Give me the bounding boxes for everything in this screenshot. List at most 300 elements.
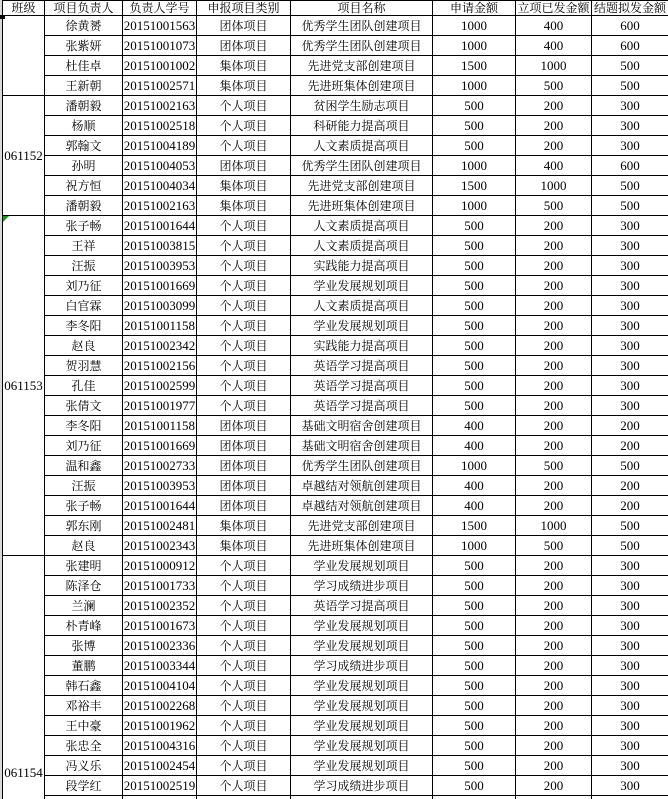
project-name-cell[interactable]: 人文素质提高项目 <box>291 216 433 236</box>
student-id-cell[interactable]: 20151003953 <box>123 256 197 276</box>
student-id-cell[interactable]: 20151004053 <box>123 156 197 176</box>
project-name-cell[interactable]: 先进班集体创建项目 <box>291 536 433 556</box>
table-row <box>3 776 668 796</box>
applied-amount-cell[interactable]: 500 <box>433 296 516 316</box>
applied-amount-cell[interactable]: 500 <box>433 676 516 696</box>
category-cell[interactable]: 团体项目 <box>197 436 291 456</box>
applied-amount-cell[interactable] <box>433 796 516 799</box>
completion-amount-cell[interactable]: 300 <box>592 616 668 636</box>
student-id-cell[interactable]: 20151001962 <box>123 716 197 736</box>
category-cell[interactable]: 团体项目 <box>197 156 291 176</box>
category-cell[interactable]: 个人项目 <box>197 116 291 136</box>
project-name-cell[interactable]: 人文素质提高项目 <box>291 296 433 316</box>
project-name-cell[interactable]: 学业发展规划项目 <box>291 696 433 716</box>
completion-amount-cell[interactable]: 300 <box>592 336 668 356</box>
leader-cell[interactable]: 孔佳 <box>45 376 123 396</box>
completion-amount-cell[interactable] <box>592 796 668 799</box>
applied-amount-cell[interactable]: 500 <box>433 96 516 116</box>
category-cell[interactable]: 团体项目 <box>197 456 291 476</box>
issued-amount-cell[interactable]: 400 <box>516 16 592 36</box>
completion-amount-cell[interactable]: 300 <box>592 276 668 296</box>
applied-amount-cell[interactable]: 1500 <box>433 56 516 76</box>
table-row <box>3 756 668 776</box>
applied-amount-cell[interactable]: 500 <box>433 736 516 756</box>
completion-amount-cell[interactable]: 300 <box>592 556 668 576</box>
applied-amount-cell[interactable]: 500 <box>433 636 516 656</box>
student-id-cell[interactable]: 20151001644 <box>123 216 197 236</box>
project-name-cell[interactable]: 贫困学生励志项目 <box>291 96 433 116</box>
applied-amount-cell[interactable]: 500 <box>433 596 516 616</box>
applied-amount-cell[interactable]: 500 <box>433 696 516 716</box>
category-cell[interactable] <box>197 796 291 799</box>
project-name-cell[interactable]: 学业发展规划项目 <box>291 276 433 296</box>
completion-amount-cell[interactable]: 300 <box>592 596 668 616</box>
student-id-cell[interactable]: 20151004104 <box>123 676 197 696</box>
leader-cell[interactable]: 张倩文 <box>45 396 123 416</box>
issued-amount-cell[interactable]: 200 <box>516 356 592 376</box>
issued-amount-cell[interactable]: 200 <box>516 236 592 256</box>
student-id-cell[interactable]: 20151001563 <box>123 16 197 36</box>
issued-amount-cell[interactable]: 200 <box>516 476 592 496</box>
issued-amount-cell[interactable]: 400 <box>516 36 592 56</box>
category-cell[interactable]: 个人项目 <box>197 776 291 796</box>
column-header-0[interactable]: 班级 <box>3 1 45 16</box>
category-cell[interactable]: 团体项目 <box>197 16 291 36</box>
student-id-cell[interactable]: 20151001733 <box>123 576 197 596</box>
student-id-cell[interactable]: 20151002599 <box>123 376 197 396</box>
table-row <box>3 556 668 576</box>
project-name-cell[interactable]: 先进党支部创建项目 <box>291 56 433 76</box>
applied-amount-cell[interactable]: 500 <box>433 316 516 336</box>
applied-amount-cell[interactable]: 1000 <box>433 16 516 36</box>
issued-amount-cell[interactable]: 200 <box>516 256 592 276</box>
project-name-cell[interactable]: 学业发展规划项目 <box>291 736 433 756</box>
category-cell[interactable]: 个人项目 <box>197 556 291 576</box>
issued-amount-cell[interactable]: 200 <box>516 596 592 616</box>
student-id-cell[interactable]: 20151001669 <box>123 276 197 296</box>
project-name-cell[interactable]: 先进党支部创建项目 <box>291 176 433 196</box>
completion-amount-cell[interactable]: 300 <box>592 756 668 776</box>
student-id-cell[interactable]: 20151001669 <box>123 436 197 456</box>
issued-amount-cell[interactable]: 200 <box>516 136 592 156</box>
leader-cell[interactable]: 张博 <box>45 636 123 656</box>
category-cell[interactable]: 集体项目 <box>197 56 291 76</box>
applied-amount-cell[interactable]: 500 <box>433 556 516 576</box>
student-id-cell[interactable]: 20151002336 <box>123 636 197 656</box>
leader-cell[interactable]: 兰澜 <box>45 596 123 616</box>
applied-amount-cell[interactable]: 500 <box>433 776 516 796</box>
applied-amount-cell[interactable]: 1500 <box>433 516 516 536</box>
completion-amount-cell[interactable]: 600 <box>592 16 668 36</box>
completion-amount-cell[interactable]: 500 <box>592 176 668 196</box>
project-name-cell[interactable]: 优秀学生团队创建项目 <box>291 36 433 56</box>
issued-amount-cell[interactable]: 200 <box>516 216 592 236</box>
completion-amount-cell[interactable]: 500 <box>592 516 668 536</box>
applied-amount-cell[interactable]: 500 <box>433 656 516 676</box>
student-id-cell[interactable]: 20151002519 <box>123 776 197 796</box>
class-merged-cell[interactable] <box>3 96 45 216</box>
project-name-cell[interactable]: 卓越结对领航创建项目 <box>291 476 433 496</box>
leader-cell[interactable]: 张忠全 <box>45 736 123 756</box>
project-name-cell[interactable]: 学业发展规划项目 <box>291 556 433 576</box>
student-id-cell[interactable]: 20151004316 <box>123 736 197 756</box>
category-cell[interactable]: 个人项目 <box>197 696 291 716</box>
project-name-cell[interactable]: 学业发展规划项目 <box>291 616 433 636</box>
applied-amount-cell[interactable]: 1000 <box>433 196 516 216</box>
project-name-cell[interactable]: 英语学习提高项目 <box>291 376 433 396</box>
category-cell[interactable]: 个人项目 <box>197 316 291 336</box>
completion-amount-cell[interactable]: 300 <box>592 216 668 236</box>
issued-amount-cell[interactable]: 200 <box>516 616 592 636</box>
table-row <box>3 356 668 376</box>
student-id-cell[interactable]: 20151001002 <box>123 56 197 76</box>
student-id-cell[interactable]: 20151002342 <box>123 336 197 356</box>
completion-amount-cell[interactable]: 200 <box>592 436 668 456</box>
issued-amount-cell[interactable]: 200 <box>516 276 592 296</box>
completion-amount-cell[interactable]: 300 <box>592 376 668 396</box>
column-header-5[interactable]: 申请金额 <box>433 1 516 16</box>
issued-amount-cell[interactable]: 200 <box>516 776 592 796</box>
category-cell[interactable]: 团体项目 <box>197 496 291 516</box>
leader-cell[interactable]: 祝方恒 <box>45 176 123 196</box>
student-id-cell[interactable]: 20151003344 <box>123 656 197 676</box>
leader-cell[interactable]: 韩石鑫 <box>45 676 123 696</box>
student-id-cell[interactable]: 20151002518 <box>123 116 197 136</box>
student-id-cell[interactable]: 20151002454 <box>123 756 197 776</box>
class-label: 061153 <box>4 377 43 393</box>
issued-amount-cell[interactable]: 500 <box>516 76 592 96</box>
issued-amount-cell[interactable]: 1000 <box>516 516 592 536</box>
student-id-cell[interactable]: 20151001977 <box>123 396 197 416</box>
column-header-3[interactable]: 申报项目类别 <box>197 1 291 16</box>
student-id-cell[interactable]: 20151002733 <box>123 456 197 476</box>
completion-amount-cell[interactable]: 600 <box>592 36 668 56</box>
completion-amount-cell[interactable]: 300 <box>592 776 668 796</box>
completion-amount-cell[interactable]: 300 <box>592 296 668 316</box>
category-cell[interactable]: 集体项目 <box>197 536 291 556</box>
issued-amount-cell[interactable]: 200 <box>516 496 592 516</box>
category-cell[interactable]: 团体项目 <box>197 36 291 56</box>
leader-cell[interactable]: 陈泽仓 <box>45 576 123 596</box>
issued-amount-cell[interactable]: 200 <box>516 296 592 316</box>
table-row <box>3 616 668 636</box>
completion-amount-cell[interactable]: 300 <box>592 356 668 376</box>
category-cell[interactable]: 个人项目 <box>197 216 291 236</box>
leader-cell[interactable] <box>45 796 123 799</box>
leader-cell[interactable]: 冯义乐 <box>45 756 123 776</box>
category-cell[interactable]: 个人项目 <box>197 576 291 596</box>
category-cell[interactable]: 集体项目 <box>197 176 291 196</box>
completion-amount-cell[interactable]: 500 <box>592 196 668 216</box>
project-name-cell[interactable]: 实践能力提高项目 <box>291 336 433 356</box>
leader-cell[interactable]: 赵良 <box>45 536 123 556</box>
completion-amount-cell[interactable]: 300 <box>592 736 668 756</box>
category-cell[interactable]: 个人项目 <box>197 736 291 756</box>
category-cell[interactable]: 团体项目 <box>197 476 291 496</box>
leader-cell[interactable]: 张建明 <box>45 556 123 576</box>
leader-cell[interactable]: 段学红 <box>45 776 123 796</box>
category-cell[interactable]: 个人项目 <box>197 656 291 676</box>
issued-amount-cell[interactable]: 200 <box>516 336 592 356</box>
leader-cell[interactable]: 李冬阳 <box>45 416 123 436</box>
applied-amount-cell[interactable]: 1000 <box>433 456 516 476</box>
leader-cell[interactable]: 潘朝毅 <box>45 96 123 116</box>
project-name-cell[interactable]: 学业发展规划项目 <box>291 636 433 656</box>
student-id-cell[interactable]: 20151003099 <box>123 296 197 316</box>
project-name-cell[interactable]: 基础文明宿舍创建项目 <box>291 416 433 436</box>
completion-amount-cell[interactable]: 300 <box>592 676 668 696</box>
project-name-cell[interactable]: 优秀学生团队创建项目 <box>291 16 433 36</box>
applied-amount-cell[interactable]: 500 <box>433 356 516 376</box>
category-cell[interactable]: 个人项目 <box>197 356 291 376</box>
completion-amount-cell[interactable]: 500 <box>592 536 668 556</box>
issued-amount-cell[interactable] <box>516 796 592 799</box>
issued-amount-cell[interactable]: 200 <box>516 116 592 136</box>
leader-cell[interactable]: 汪振 <box>45 476 123 496</box>
category-cell[interactable]: 个人项目 <box>197 396 291 416</box>
partial-row <box>3 796 668 799</box>
project-name-cell[interactable]: 学习成绩进步项目 <box>291 776 433 796</box>
leader-cell[interactable]: 邓裕丰 <box>45 696 123 716</box>
leader-cell[interactable]: 刘乃征 <box>45 436 123 456</box>
leader-cell[interactable]: 汪振 <box>45 256 123 276</box>
column-header-2[interactable]: 负责人学号 <box>123 1 197 16</box>
leader-cell[interactable]: 王祥 <box>45 236 123 256</box>
applied-amount-cell[interactable]: 500 <box>433 276 516 296</box>
student-id-cell[interactable]: 20151002163 <box>123 196 197 216</box>
project-name-cell[interactable]: 基础文明宿舍创建项目 <box>291 436 433 456</box>
project-name-cell[interactable]: 先进班集体创建项目 <box>291 196 433 216</box>
applied-amount-cell[interactable]: 400 <box>433 436 516 456</box>
completion-amount-cell[interactable]: 500 <box>592 56 668 76</box>
issued-amount-cell[interactable]: 200 <box>516 576 592 596</box>
project-name-cell[interactable]: 学业发展规划项目 <box>291 316 433 336</box>
leader-cell[interactable]: 杜佳卓 <box>45 56 123 76</box>
student-id-cell[interactable]: 20151002163 <box>123 96 197 116</box>
project-name-cell[interactable]: 先进党支部创建项目 <box>291 516 433 536</box>
project-name-cell[interactable]: 先进班集体创建项目 <box>291 76 433 96</box>
leader-cell[interactable]: 郭翰文 <box>45 136 123 156</box>
class-merged-cell[interactable] <box>3 556 45 799</box>
applied-amount-cell[interactable]: 400 <box>433 496 516 516</box>
completion-amount-cell[interactable]: 600 <box>592 156 668 176</box>
applied-amount-cell[interactable]: 500 <box>433 336 516 356</box>
leader-cell[interactable]: 董鹏 <box>45 656 123 676</box>
category-cell[interactable]: 个人项目 <box>197 616 291 636</box>
applied-amount-cell[interactable]: 400 <box>433 416 516 436</box>
applied-amount-cell[interactable]: 500 <box>433 236 516 256</box>
issued-amount-cell[interactable]: 500 <box>516 456 592 476</box>
student-id-cell[interactable]: 20151001158 <box>123 416 197 436</box>
applied-amount-cell[interactable]: 500 <box>433 756 516 776</box>
leader-cell[interactable]: 刘乃征 <box>45 276 123 296</box>
category-cell[interactable]: 个人项目 <box>197 276 291 296</box>
issued-amount-cell[interactable]: 200 <box>516 716 592 736</box>
student-id-cell[interactable]: 20151003953 <box>123 476 197 496</box>
student-id-cell[interactable]: 20151002268 <box>123 696 197 716</box>
project-name-cell[interactable]: 学习成绩进步项目 <box>291 656 433 676</box>
student-id-cell[interactable]: 20151002343 <box>123 536 197 556</box>
project-name-cell[interactable]: 实践能力提高项目 <box>291 256 433 276</box>
table-row <box>3 676 668 696</box>
category-cell[interactable]: 个人项目 <box>197 336 291 356</box>
category-cell[interactable]: 集体项目 <box>197 196 291 216</box>
issued-amount-cell[interactable]: 1000 <box>516 56 592 76</box>
issued-amount-cell[interactable]: 200 <box>516 396 592 416</box>
issued-amount-cell[interactable]: 200 <box>516 756 592 776</box>
completion-amount-cell[interactable]: 300 <box>592 396 668 416</box>
applied-amount-cell[interactable]: 1000 <box>433 76 516 96</box>
leader-cell[interactable]: 潘朝毅 <box>45 196 123 216</box>
issued-amount-cell[interactable]: 500 <box>516 536 592 556</box>
category-cell[interactable]: 个人项目 <box>197 596 291 616</box>
issued-amount-cell[interactable]: 200 <box>516 96 592 116</box>
applied-amount-cell[interactable]: 500 <box>433 376 516 396</box>
student-id-cell[interactable]: 20151003815 <box>123 236 197 256</box>
project-name-cell[interactable]: 优秀学生团队创建项目 <box>291 456 433 476</box>
category-cell[interactable]: 个人项目 <box>197 296 291 316</box>
student-id-cell[interactable]: 20151001073 <box>123 36 197 56</box>
completion-amount-cell[interactable]: 300 <box>592 636 668 656</box>
issued-amount-cell[interactable]: 200 <box>516 736 592 756</box>
applied-amount-cell[interactable]: 500 <box>433 576 516 596</box>
student-id-cell[interactable]: 20151001644 <box>123 496 197 516</box>
completion-amount-cell[interactable]: 300 <box>592 316 668 336</box>
student-id-cell[interactable]: 20151002352 <box>123 596 197 616</box>
category-cell[interactable]: 个人项目 <box>197 136 291 156</box>
project-name-cell[interactable]: 优秀学生团队创建项目 <box>291 156 433 176</box>
project-name-cell[interactable]: 学业发展规划项目 <box>291 716 433 736</box>
applied-amount-cell[interactable]: 1500 <box>433 176 516 196</box>
column-header-1[interactable]: 项目负责人 <box>45 1 123 16</box>
project-name-cell[interactable]: 卓越结对领航创建项目 <box>291 496 433 516</box>
issued-amount-cell[interactable]: 200 <box>516 636 592 656</box>
student-id-cell[interactable]: 20151001673 <box>123 616 197 636</box>
column-header-4[interactable]: 项目名称 <box>291 1 433 16</box>
category-cell[interactable]: 个人项目 <box>197 256 291 276</box>
project-name-cell[interactable]: 科研能力提高项目 <box>291 116 433 136</box>
issued-amount-cell[interactable]: 200 <box>516 316 592 336</box>
leader-cell[interactable]: 赵良 <box>45 336 123 356</box>
issued-amount-cell[interactable]: 400 <box>516 156 592 176</box>
completion-amount-cell[interactable]: 300 <box>592 656 668 676</box>
leader-cell[interactable]: 王新朝 <box>45 76 123 96</box>
issued-amount-cell[interactable]: 1000 <box>516 176 592 196</box>
applied-amount-cell[interactable]: 1000 <box>433 156 516 176</box>
project-name-cell[interactable]: 人文素质提高项目 <box>291 236 433 256</box>
completion-amount-cell[interactable]: 300 <box>592 576 668 596</box>
project-name-cell[interactable]: 英语学习提高项目 <box>291 396 433 416</box>
category-cell[interactable]: 集体项目 <box>197 76 291 96</box>
issued-amount-cell[interactable]: 200 <box>516 696 592 716</box>
category-cell[interactable]: 个人项目 <box>197 716 291 736</box>
category-cell[interactable]: 团体项目 <box>197 416 291 436</box>
student-id-cell[interactable]: 20151002571 <box>123 76 197 96</box>
issued-amount-cell[interactable]: 200 <box>516 376 592 396</box>
class-merged-cell[interactable] <box>3 16 45 96</box>
category-cell[interactable]: 个人项目 <box>197 676 291 696</box>
leader-cell[interactable]: 温和鑫 <box>45 456 123 476</box>
completion-amount-cell[interactable]: 300 <box>592 236 668 256</box>
student-id-cell[interactable]: 20151000912 <box>123 556 197 576</box>
project-name-cell[interactable]: 学习成绩进步项目 <box>291 576 433 596</box>
leader-cell[interactable]: 张紫妍 <box>45 36 123 56</box>
completion-amount-cell[interactable]: 300 <box>592 136 668 156</box>
class-merged-cell[interactable] <box>3 216 45 556</box>
issued-amount-cell[interactable]: 200 <box>516 656 592 676</box>
category-cell[interactable]: 个人项目 <box>197 236 291 256</box>
leader-cell[interactable]: 张子畅 <box>45 496 123 516</box>
applied-amount-cell[interactable]: 500 <box>433 716 516 736</box>
leader-cell[interactable]: 郭东刚 <box>45 516 123 536</box>
completion-amount-cell[interactable]: 200 <box>592 476 668 496</box>
project-name-cell[interactable]: 学业发展规划项目 <box>291 756 433 776</box>
applied-amount-cell[interactable]: 400 <box>433 476 516 496</box>
applied-amount-cell[interactable]: 500 <box>433 616 516 636</box>
column-header-7[interactable]: 结题拟发金额 <box>592 1 668 16</box>
issued-amount-cell[interactable]: 200 <box>516 556 592 576</box>
applied-amount-cell[interactable]: 500 <box>433 216 516 236</box>
completion-amount-cell[interactable]: 500 <box>592 76 668 96</box>
completion-amount-cell[interactable]: 200 <box>592 416 668 436</box>
project-name-cell[interactable]: 英语学习提高项目 <box>291 356 433 376</box>
leader-cell[interactable]: 张子畅 <box>45 216 123 236</box>
student-id-cell[interactable]: 20151002156 <box>123 356 197 376</box>
leader-cell[interactable]: 朴青峰 <box>45 616 123 636</box>
category-cell[interactable]: 个人项目 <box>197 96 291 116</box>
project-name-cell[interactable] <box>291 796 433 799</box>
applied-amount-cell[interactable]: 1000 <box>433 36 516 56</box>
completion-amount-cell[interactable]: 300 <box>592 696 668 716</box>
leader-cell[interactable]: 杨顺 <box>45 116 123 136</box>
project-name-cell[interactable]: 英语学习提高项目 <box>291 596 433 616</box>
applied-amount-cell[interactable]: 500 <box>433 116 516 136</box>
completion-amount-cell[interactable]: 300 <box>592 256 668 276</box>
category-cell[interactable]: 个人项目 <box>197 376 291 396</box>
completion-amount-cell[interactable]: 500 <box>592 456 668 476</box>
completion-amount-cell[interactable]: 300 <box>592 716 668 736</box>
leader-cell[interactable]: 孙明 <box>45 156 123 176</box>
category-cell[interactable]: 集体项目 <box>197 516 291 536</box>
leader-cell[interactable]: 王中豪 <box>45 716 123 736</box>
category-cell[interactable]: 个人项目 <box>197 636 291 656</box>
student-id-cell[interactable]: 20151002481 <box>123 516 197 536</box>
student-id-cell[interactable]: 20151001158 <box>123 316 197 336</box>
applied-amount-cell[interactable]: 500 <box>433 256 516 276</box>
issued-amount-cell[interactable]: 500 <box>516 196 592 216</box>
leader-cell[interactable]: 李冬阳 <box>45 316 123 336</box>
issued-amount-cell[interactable]: 200 <box>516 676 592 696</box>
applied-amount-cell[interactable]: 500 <box>433 136 516 156</box>
student-id-cell[interactable] <box>123 796 197 799</box>
student-id-cell[interactable]: 20151004189 <box>123 136 197 156</box>
leader-cell[interactable]: 白官霖 <box>45 296 123 316</box>
applied-amount-cell[interactable]: 1000 <box>433 536 516 556</box>
category-cell[interactable]: 个人项目 <box>197 756 291 776</box>
leader-cell[interactable]: 徐黄赟 <box>45 16 123 36</box>
leader-cell[interactable]: 贺羽慧 <box>45 356 123 376</box>
applied-amount-cell[interactable]: 500 <box>433 396 516 416</box>
column-header-6[interactable]: 立项已发金额 <box>517 1 590 15</box>
issued-amount-cell[interactable]: 200 <box>516 436 592 456</box>
completion-amount-cell[interactable]: 300 <box>592 116 668 136</box>
project-name-cell[interactable]: 学业发展规划项目 <box>291 676 433 696</box>
project-name-cell[interactable]: 人文素质提高项目 <box>291 136 433 156</box>
issued-amount-cell[interactable]: 200 <box>516 416 592 436</box>
student-id-cell[interactable]: 20151004034 <box>123 176 197 196</box>
completion-amount-cell[interactable]: 300 <box>592 96 668 116</box>
completion-amount-cell[interactable]: 200 <box>592 496 668 516</box>
